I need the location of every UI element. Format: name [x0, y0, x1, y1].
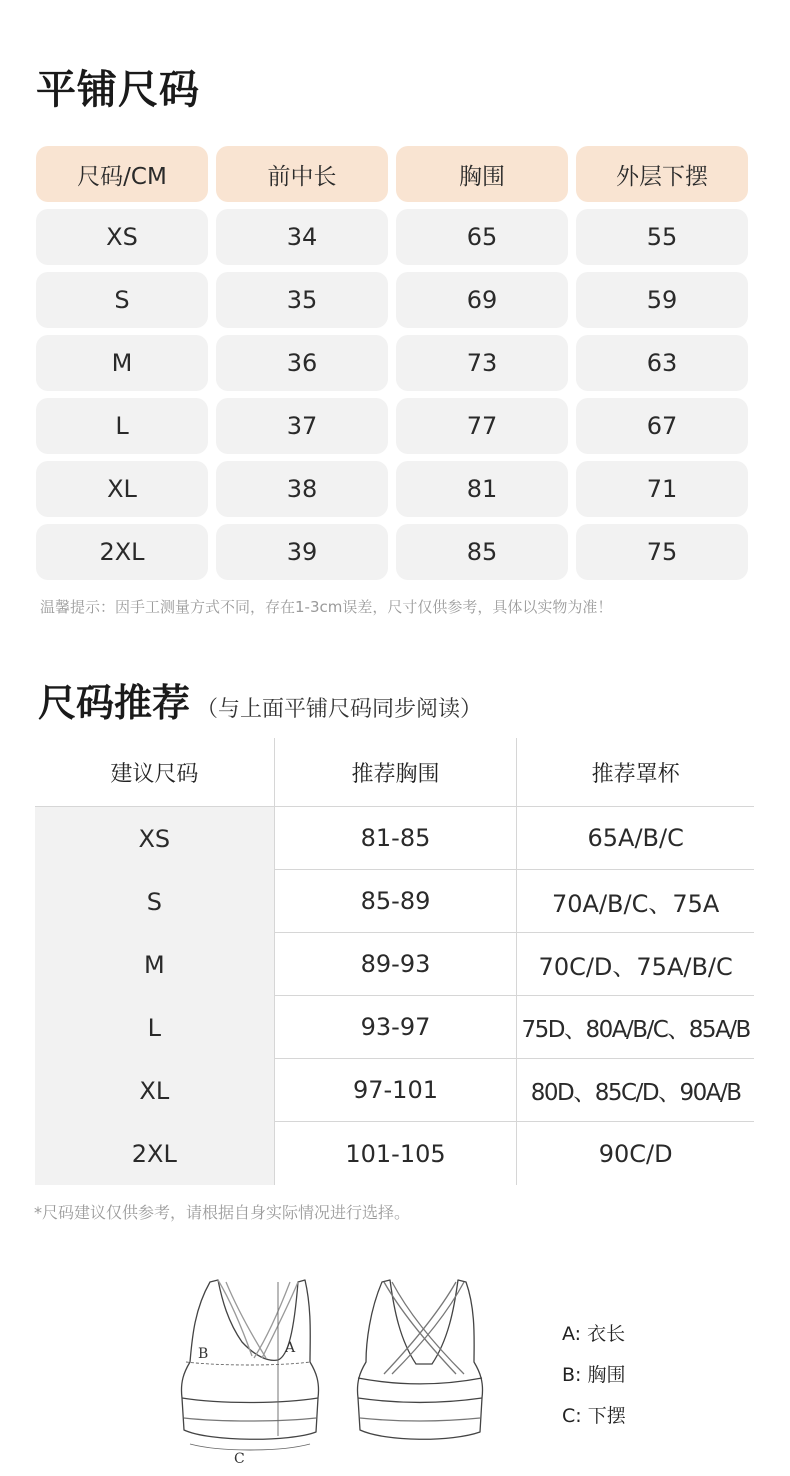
back-view-illustration	[357, 1280, 482, 1439]
table-cell: L	[36, 398, 208, 454]
table-cell: 69	[396, 272, 568, 328]
table-header-row	[35, 738, 754, 807]
recommendation-title	[38, 672, 482, 727]
table-cell: 65	[396, 209, 568, 265]
mark-b: B	[198, 1346, 209, 1362]
table-cell: 75D、80A/B/C、85A/B	[516, 996, 754, 1059]
header-cell-hem: 外层下摆	[576, 146, 748, 202]
legend-item-length: A: 衣长	[562, 1323, 626, 1345]
measurement-note: 温馨提示：因手工测量方式不同，存在1-3cm误差，尺寸仅供参考，具体以实物为准！	[40, 598, 613, 616]
table-cell: 2XL	[35, 1122, 274, 1185]
table-cell: 71	[576, 461, 748, 517]
table-cell: 38	[216, 461, 388, 517]
table-cell: 77	[396, 398, 568, 454]
table-cell: L	[35, 996, 274, 1059]
table-cell: 90C/D	[516, 1122, 754, 1185]
table-cell: 93-97	[274, 996, 517, 1059]
header-recommended-chest: 推荐胸围	[274, 738, 517, 806]
table-row	[35, 807, 754, 870]
table-cell: 35	[216, 272, 388, 328]
table-cell: M	[36, 335, 208, 391]
mark-c: C	[234, 1451, 245, 1467]
table-cell: XS	[35, 807, 274, 870]
table-row	[35, 1059, 754, 1122]
recommendation-note: *尺码建议仅供参考，请根据自身实际情况进行选择。	[34, 1203, 411, 1222]
table-cell: 85-89	[274, 870, 517, 933]
flat-size-table	[36, 146, 748, 580]
table-cell: XL	[36, 461, 208, 517]
table-cell: 65A/B/C	[516, 807, 754, 870]
recommendation-table	[35, 738, 754, 1185]
table-row	[35, 870, 754, 933]
table-cell: 89-93	[274, 933, 517, 996]
header-suggested-size: 建议尺码	[110, 761, 199, 787]
header-cell-size: 尺码/CM	[36, 146, 208, 202]
recommendation-title-main: 尺码推荐	[38, 681, 191, 725]
table-row	[35, 996, 754, 1059]
table-cell: 73	[396, 335, 568, 391]
table-cell: 37	[216, 398, 388, 454]
diagram-legend	[562, 1314, 626, 1437]
garment-diagram	[170, 1270, 500, 1470]
table-cell: S	[35, 870, 274, 933]
table-cell: 70C/D、75A/B/C	[516, 933, 754, 996]
legend-item-chest: B: 胸围	[562, 1364, 626, 1386]
header-cell-front-length: 前中长	[216, 146, 388, 202]
table-cell: XS	[36, 209, 208, 265]
table-cell: XL	[35, 1059, 274, 1122]
table-cell: 34	[216, 209, 388, 265]
table-cell: M	[35, 933, 274, 996]
table-cell: 97-101	[274, 1059, 517, 1122]
table-cell: 55	[576, 209, 748, 265]
table-cell: 75	[576, 524, 748, 580]
recommendation-subtitle: （与上面平铺尺码同步阅读）	[196, 697, 483, 722]
table-cell: 67	[576, 398, 748, 454]
table-cell: 39	[216, 524, 388, 580]
table-cell: 81-85	[274, 807, 517, 870]
table-cell: 63	[576, 335, 748, 391]
table-cell: 2XL	[36, 524, 208, 580]
table-cell: 80D、85C/D、90A/B	[516, 1059, 754, 1122]
table-cell: 36	[216, 335, 388, 391]
table-row	[35, 1122, 754, 1185]
table-cell: S	[36, 272, 208, 328]
table-cell: 101-105	[274, 1122, 517, 1185]
table-row	[35, 933, 754, 996]
mark-a: A	[285, 1340, 296, 1356]
table-cell: 59	[576, 272, 748, 328]
table-cell: 70A/B/C、75A	[516, 870, 754, 933]
table-cell: 85	[396, 524, 568, 580]
header-recommended-cup: 推荐罩杯	[516, 738, 754, 806]
table-cell: 81	[396, 461, 568, 517]
size-table-title: 平铺尺码	[36, 67, 200, 113]
front-view-illustration	[181, 1280, 318, 1450]
header-cell-chest: 胸围	[396, 146, 568, 202]
legend-item-hem: C: 下摆	[562, 1405, 626, 1427]
